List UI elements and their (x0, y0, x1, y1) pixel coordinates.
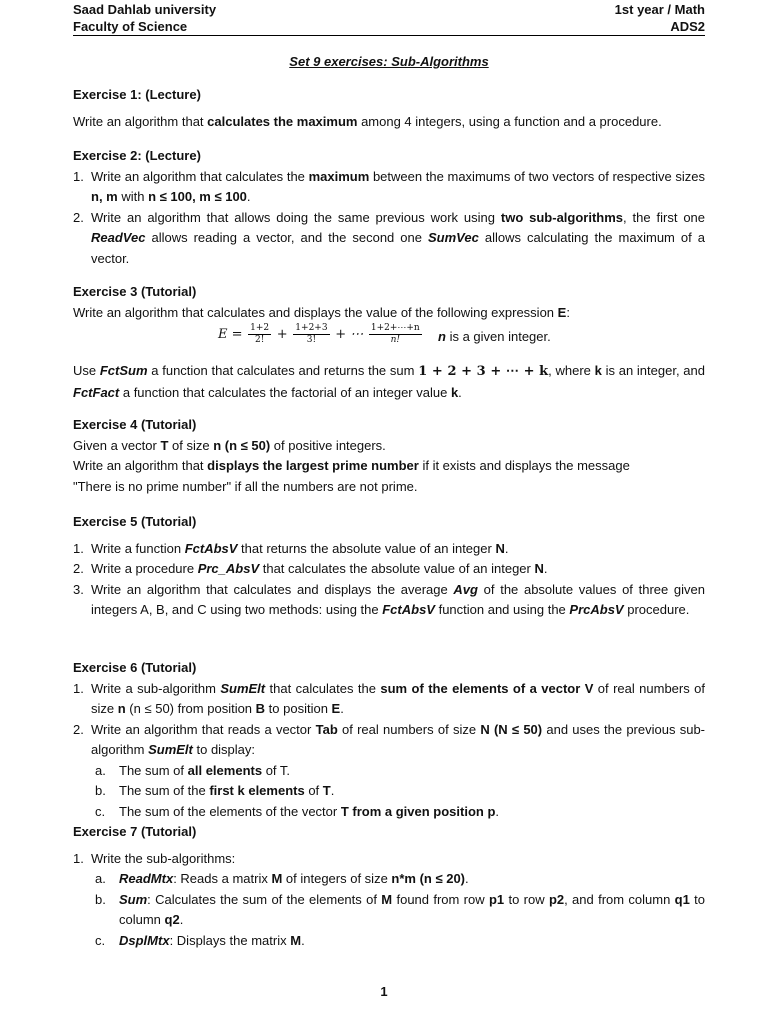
exercise-heading: Exercise 1: (Lecture) (73, 87, 201, 102)
sub-list-item: b. The sum of the first k elements of T. (95, 783, 335, 798)
sub-list-item: a. The sum of all elements of T. (95, 762, 291, 778)
exercise-6 (73, 658, 705, 822)
exercise-2 (73, 146, 705, 269)
year-label: 1st year / Math (614, 2, 705, 17)
exercise-heading: Exercise 5 (Tutorial) (73, 514, 197, 529)
sub-list-item: c. The sum of the elements of the vector T from a given position p. (95, 803, 500, 819)
page-number: 1 (380, 984, 388, 999)
exercise-text: Write an algorithm that calculates and displays the value of the following expression E: (73, 304, 570, 320)
page-title: Set 9 exercises: Sub-Algorithms (289, 54, 489, 69)
exercise-4 (73, 415, 705, 497)
list-item: 1. Write a function FctAbsV that returns the absolute value of an integer N. (73, 540, 509, 556)
list-item: 3. Write an algorithm that calculates and displays the average Avg of the absolute values of three given integers A, B, and C using two methods: using the FctAbsV function and using the PrcAbsV procedure. (73, 581, 705, 617)
exercise-5 (73, 512, 705, 621)
page-header (73, 1, 705, 36)
list-item: 1. Write an algorithm that calculates the maximum between the maximums of two vectors of respective sizes n, m with n ≤ 100, m ≤ 100. (73, 168, 705, 204)
exercise-heading: Exercise 3 (Tutorial) (73, 284, 197, 299)
university-name: Saad Dahlab university (73, 2, 217, 17)
course-code: ADS2 (670, 19, 705, 34)
faculty-name: Faculty of Science (73, 19, 188, 34)
exercise-heading: Exercise 2: (Lecture) (73, 148, 201, 163)
list-item: 2. Write a procedure Prc_AbsV that calculates the absolute value of an integer N. (73, 561, 548, 576)
list-item: 1. Write a sub-algorithm SumElt that calculates the sum of the elements of a vector V of real numbers of size n (n ≤ 50) from position B to position E. (73, 680, 706, 716)
exercise-text: Write an algorithm that calculates the maximum among 4 integers, using a function and a procedure. (73, 113, 662, 129)
exercise-1 (73, 85, 705, 132)
exercise-text: Use FctSum a function that calculates and returns the sum 1 + 2 + 3 + ⋯ + k, where k is an integer, and FctFact a function that calculates the factorial of an integer value k. (73, 363, 705, 400)
list-item: 2. Write an algorithm that reads a vector Tab of real numbers of size N (N ≤ 50) and uses the previous sub-algorithm SumElt to display: (73, 721, 706, 757)
exercise-text: Given a vector T of size n (n ≤ 50) of positive integers. (73, 437, 386, 453)
sub-list-item: c. DsplMtx: Displays the matrix M. (95, 932, 305, 948)
exercise-text: Write an algorithm that displays the largest prime number if it exists and displays the message (73, 458, 630, 473)
exercise-heading: Exercise 4 (Tutorial) (73, 417, 197, 432)
exercise-text: "There is no prime number" if all the numbers are not prime. (73, 478, 418, 494)
exercise-3 (73, 282, 705, 403)
exercise-7 (73, 822, 705, 951)
exercise-heading: Exercise 7 (Tutorial) (73, 824, 197, 839)
list-item: 1. Write the sub-algorithms: (73, 850, 236, 866)
sub-list-item: a. ReadMtx: Reads a matrix M of integers of size n*m (n ≤ 20). (95, 871, 469, 886)
list-item: 2. Write an algorithm that allows doing the same previous work using two sub-algorithms, the first one ReadVec allows reading a vector, and the second one SumVec allows calculating the maximum of a vector. (73, 209, 706, 266)
sub-list-item: b. Sum: Calculates the sum of the elements of M found from row p1 to row p2, and from column q1 to column q2. (95, 891, 706, 927)
expression-formula: E = $\frac{1+2}{2!}$ + $\frac{1+2+3}{3!}$ + ⋯ $\frac{1+2+\cdots+n}{n!}$ n is a given integer. (218, 323, 551, 345)
exercise-heading: Exercise 6 (Tutorial) (73, 660, 197, 675)
